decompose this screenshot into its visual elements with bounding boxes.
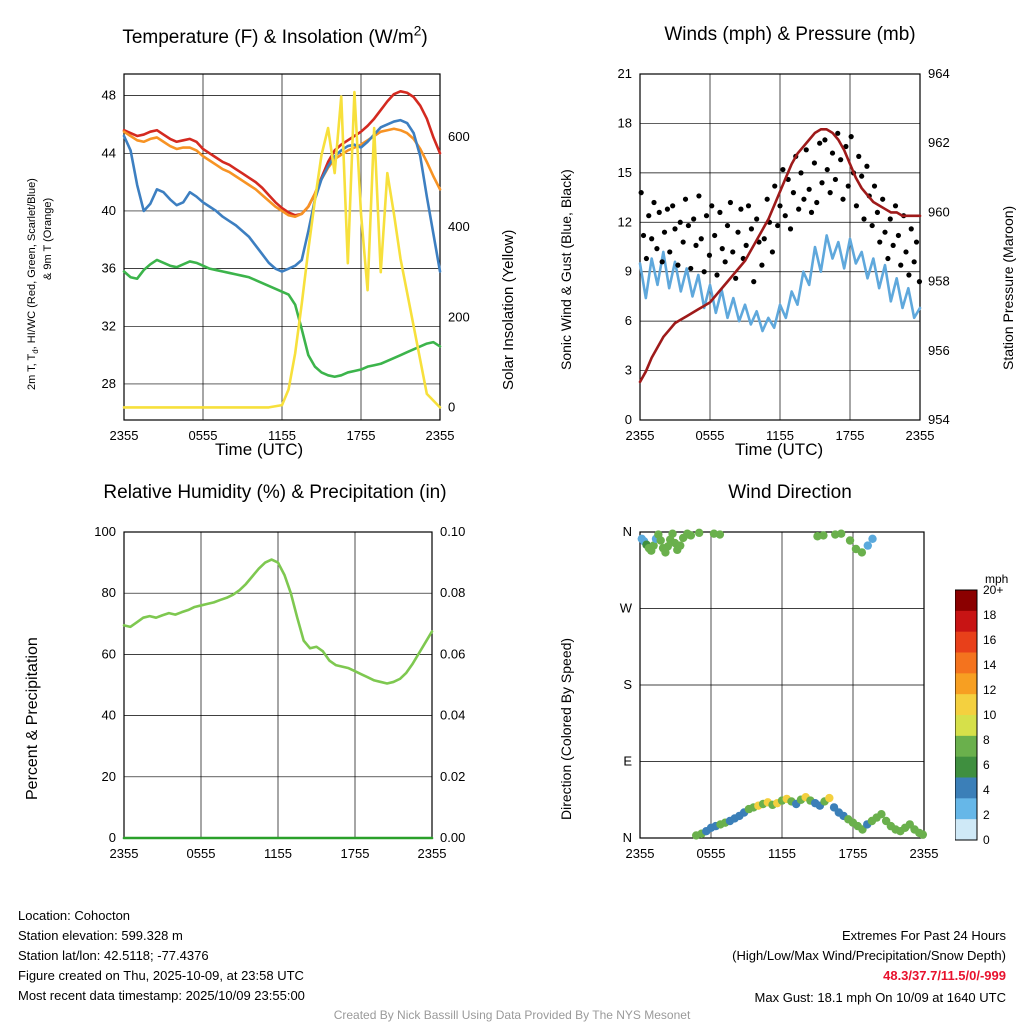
panel4-ylabel-left: Direction (Colored By Speed) [558, 637, 574, 820]
footer-location: Location: Cohocton [18, 908, 131, 923]
svg-text:2355: 2355 [109, 846, 139, 861]
panel1-title: Temperature (F) & Insolation $(W/m^2)$ [122, 24, 428, 49]
svg-text:18: 18 [983, 608, 997, 622]
svg-text:1155: 1155 [264, 846, 292, 861]
svg-text:954: 954 [928, 412, 950, 427]
panel4-plot [600, 518, 960, 878]
svg-text:2355: 2355 [625, 846, 655, 861]
panel2-ylabel-right: Station Pressure (Maroon) [1000, 205, 1016, 370]
svg-text:100: 100 [94, 524, 116, 539]
svg-text:12: 12 [983, 683, 997, 697]
panel4-title: Wind Direction [728, 482, 852, 503]
svg-text:6: 6 [624, 313, 632, 329]
footer-latlon: Station lat/lon: 42.5118; -77.4376 [18, 948, 209, 963]
svg-text:20: 20 [101, 768, 116, 784]
panel2-ylabel-left: Sonic Wind & Gust (Blue, Black) [558, 169, 574, 370]
svg-text:958: 958 [928, 273, 950, 289]
svg-text:0: 0 [108, 830, 116, 845]
panel3-plot [72, 518, 492, 878]
panel3-ylabel-left: Percent & Precipitation [24, 637, 41, 800]
extremes-values: 48.3/37.7/11.5/0/-999 [883, 968, 1006, 983]
svg-text:1155: 1155 [768, 846, 796, 861]
svg-text:14: 14 [983, 658, 997, 672]
svg-text:3: 3 [624, 362, 632, 378]
svg-text:0.04: 0.04 [440, 707, 466, 723]
extremes-subtitle: (High/Low/Max Wind/Precipitation/Snow Depth) [732, 948, 1006, 963]
svg-text:1155: 1155 [268, 428, 296, 443]
panel1-ylabel-left-line1: 2m T, $T_d$, HI/WC (Red, Green, Scarlet/Blue) [26, 178, 41, 390]
panel1-ylabel-right: Solar Insolation (Yellow) [500, 229, 517, 390]
svg-text:48: 48 [101, 87, 116, 103]
svg-text:36: 36 [101, 260, 116, 276]
svg-text:40: 40 [101, 202, 116, 218]
svg-text:200: 200 [448, 309, 470, 325]
svg-text:2355: 2355 [905, 428, 935, 443]
svg-text:0555: 0555 [696, 846, 726, 861]
svg-text:600: 600 [448, 129, 470, 145]
svg-text:2355: 2355 [109, 428, 139, 443]
svg-text:28: 28 [101, 375, 116, 391]
svg-text:0: 0 [624, 412, 632, 427]
panel1-plot [72, 60, 492, 460]
svg-text:18: 18 [617, 115, 632, 131]
svg-text:0555: 0555 [695, 428, 725, 443]
svg-text:N: N [622, 524, 632, 539]
svg-text:0555: 0555 [188, 428, 218, 443]
svg-text:1755: 1755 [838, 846, 868, 861]
extremes-title: Extremes For Past 24 Hours [842, 928, 1006, 943]
svg-text:2355: 2355 [417, 846, 447, 861]
svg-text:2355: 2355 [909, 846, 939, 861]
svg-text:80: 80 [101, 585, 116, 601]
svg-text:W: W [619, 600, 632, 616]
panel1-ylabel-left-line2: & 9m T (Orange) [42, 197, 54, 280]
svg-text:2355: 2355 [425, 428, 455, 443]
svg-text:964: 964 [928, 66, 950, 81]
svg-text:962: 962 [928, 135, 950, 151]
svg-text:400: 400 [448, 219, 470, 235]
credit-line: Created By Nick Bassill Using Data Provided By The NYS Mesonet [333, 1008, 691, 1022]
svg-text:15: 15 [617, 164, 632, 180]
svg-text:0: 0 [448, 399, 456, 415]
max-gust: Max Gust: 18.1 mph On 10/09 at 1640 UTC [754, 990, 1006, 1005]
svg-text:1155: 1155 [766, 428, 794, 443]
svg-text:0.08: 0.08 [440, 585, 466, 601]
footer-timestamp: Most recent data timestamp: 2025/10/09 23:55:00 [18, 988, 305, 1003]
svg-text:S: S [623, 677, 632, 692]
svg-text:10: 10 [983, 708, 997, 722]
svg-text:1755: 1755 [340, 846, 370, 861]
svg-text:1755: 1755 [835, 428, 865, 443]
panel2-plot [600, 60, 960, 460]
svg-text:32: 32 [101, 318, 116, 334]
svg-text:44: 44 [101, 145, 116, 161]
svg-text:6: 6 [983, 758, 990, 772]
footer-created: Figure created on Thu, 2025-10-09, at 23:58 UTC [18, 968, 304, 983]
svg-text:2: 2 [983, 808, 990, 822]
svg-text:0.10: 0.10 [440, 524, 466, 539]
footer-elevation: Station elevation: 599.328 m [18, 928, 183, 943]
svg-text:0.06: 0.06 [440, 646, 466, 662]
svg-text:16: 16 [983, 633, 997, 647]
svg-text:0.02: 0.02 [440, 768, 466, 784]
svg-text:2355: 2355 [625, 428, 655, 443]
svg-text:956: 956 [928, 342, 950, 358]
svg-text:9: 9 [624, 263, 632, 279]
panel2-xlabel: Time (UTC) [735, 440, 824, 459]
svg-text:E: E [623, 753, 632, 769]
svg-text:960: 960 [928, 204, 950, 220]
svg-text:0: 0 [983, 833, 990, 847]
svg-text:21: 21 [617, 66, 632, 81]
speed-legend [955, 570, 1024, 870]
svg-text:20+: 20+ [983, 583, 1004, 597]
panel2-title: Winds (mph) & Pressure (mb) [664, 24, 916, 45]
svg-text:12: 12 [617, 214, 632, 230]
legend-title: mph [985, 572, 1009, 586]
panel3-title: Relative Humidity (%) & Precipitation (in) [103, 482, 447, 503]
svg-text:4: 4 [983, 783, 990, 797]
svg-text:8: 8 [983, 733, 990, 747]
svg-text:60: 60 [101, 646, 116, 662]
svg-text:N: N [622, 830, 632, 845]
svg-text:40: 40 [101, 707, 116, 723]
svg-text:1755: 1755 [346, 428, 376, 443]
panel1-xlabel: Time (UTC) [215, 440, 304, 459]
svg-text:0.00: 0.00 [440, 830, 466, 845]
svg-text:0555: 0555 [186, 846, 216, 861]
